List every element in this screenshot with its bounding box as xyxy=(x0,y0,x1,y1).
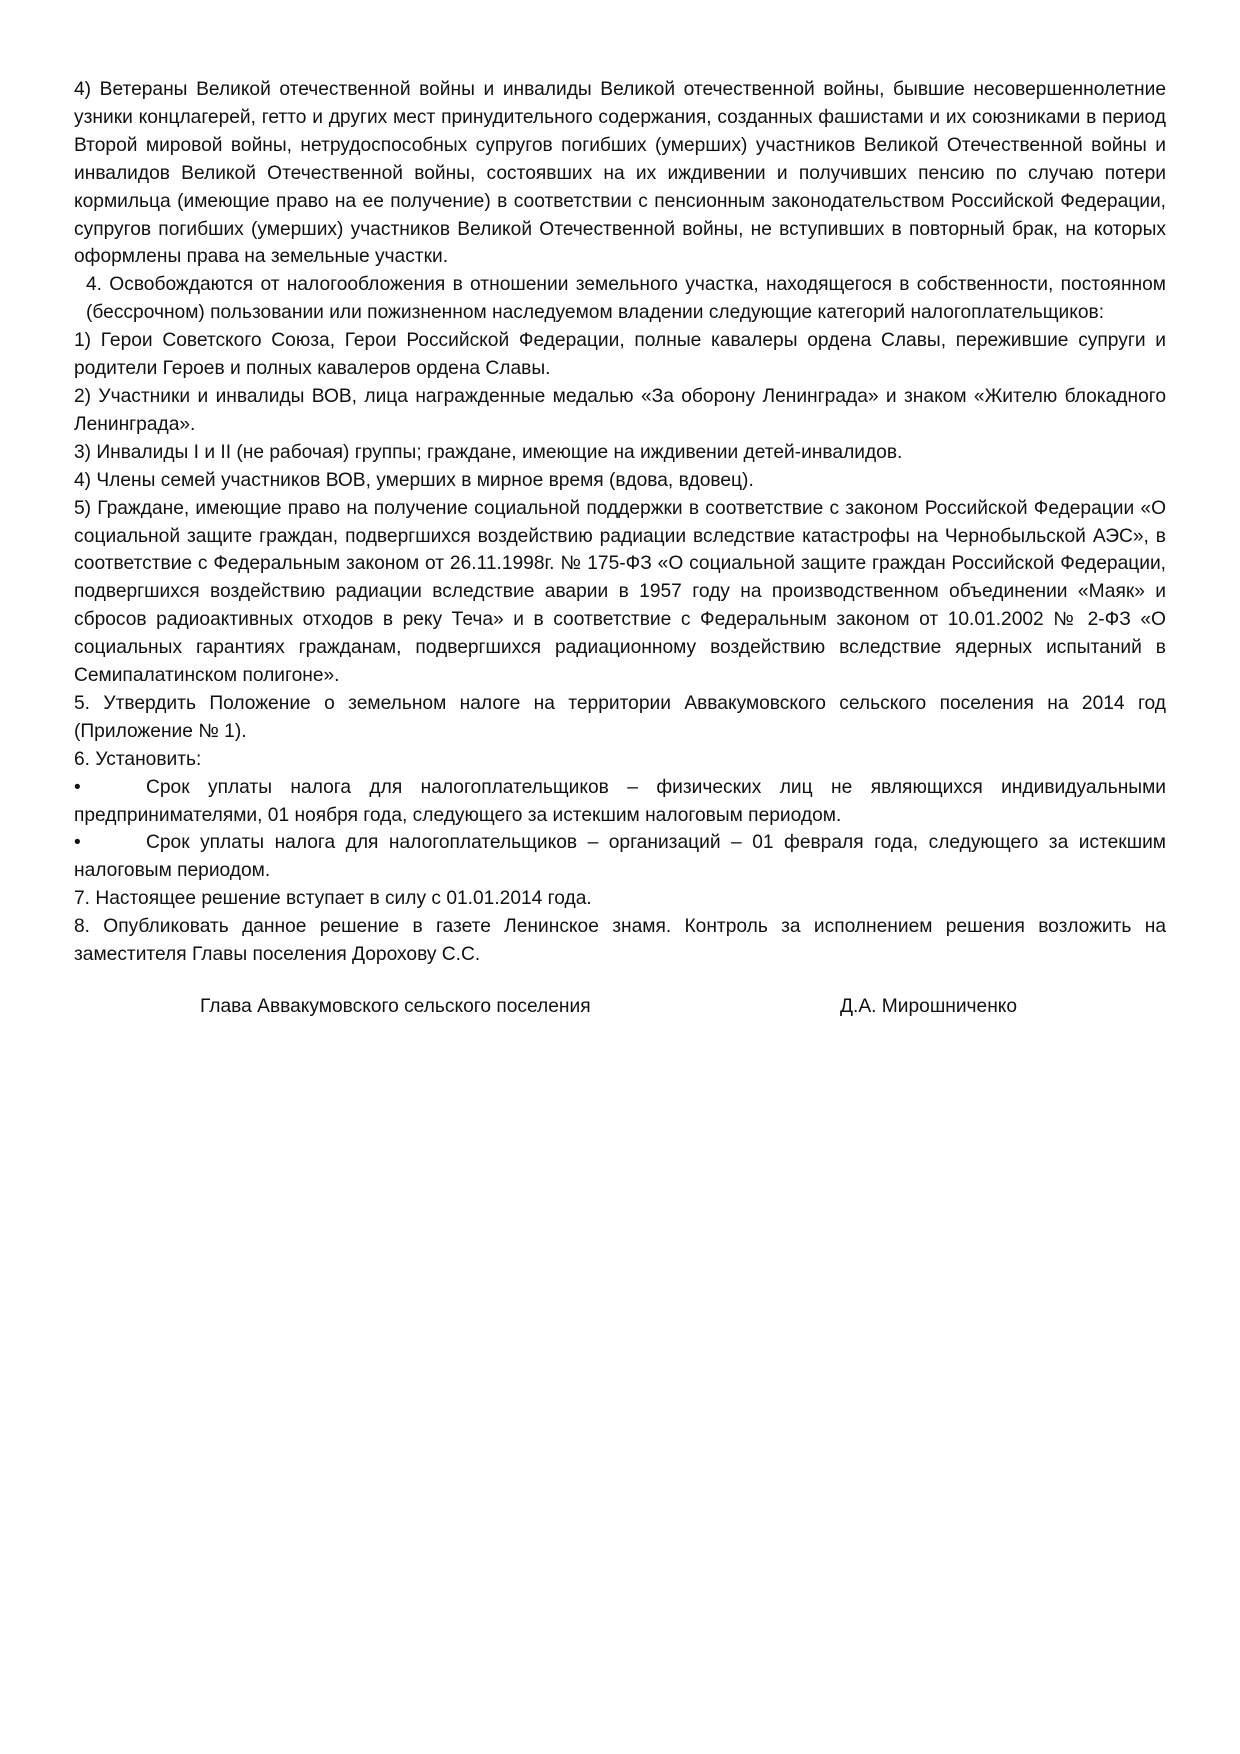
paragraph-section-5-approve: 5. Утвердить Положение о земельном налоге на территории Аввакумовского сельского поселения на 2014 год (Приложение № 1). xyxy=(74,692,1166,742)
document-page xyxy=(74,76,1166,1021)
paragraph-veterans-category: 4) Ветераны Великой отечественной войны и инвалиды Великой отечественной войны, бывшие несовершеннолетние узники концлагерей, гетто и других мест принудительного содержания, созданных фашистами и их союзниками в период Второй мировой войны, нетрудоспособных супругов погибших (умерших) участников Великой Отечественной войны и инвалидов Великой Отечественной войны, состоявших на их иждивении и получивших пенсию по случаю потери кормильца (имеющие право на ее получение) в соответствии с пенсионным законодательством Российской Федерации, супругов погибших (умерших) участников Великой Отечественной войны, не вступивших в повторный брак, на которых оформлены права на земельные участки. xyxy=(74,79,1166,268)
bullet-text: Срок уплаты налога для налогоплательщиков – физических лиц не являющихся индивидуальными предпринимателями, 01 ноября года, следующего за истекшим налоговым периодом. xyxy=(74,776,1166,826)
bullet-text: Срок уплаты налога для налогоплательщиков – организаций – 01 февраля года, следующего за истекшим налоговым периодом. xyxy=(74,832,1166,882)
paragraph-exempt-radiation-victims: 5) Граждане, имеющие право на получение социальной поддержки в соответствие с законом Российской Федерации «О социальной защите граждан, подвергшихся воздействию радиации вследствие катастрофы на Чернобыльской АЭС», в соответствие с Федеральным законом от 26.11.1998г. № 175-ФЗ «О социальной защите граждан Российской Федерации, подвергшихся воздействию радиации вследствие аварии в 1957 году на производственном объединении «Маяк» и сбросов радиоактивных отходов в реку Теча» и в соответствие с Федеральным законом от 10.01.2002 № 2-ФЗ «О социальных гарантиях гражданам, подвергшихся радиационному воздействию вследствие ядерных испытаний в Семипалатинском полигоне». xyxy=(74,497,1166,687)
signature-title: Глава Аввакумовского сельского поселения xyxy=(200,996,591,1017)
paragraph-exempt-heroes: 1) Герои Советского Союза, Герои Российской Федерации, полные кавалеры ордена Славы, пережившие супруги и родители Героев и полных кавалеров ордена Славы. xyxy=(74,330,1166,380)
paragraph-section-8-publish: 8. Опубликовать данное решение в газете Ленинское знамя. Контроль за исполнением решения возложить на заместителя Главы поселения Дорохову С.С. xyxy=(74,916,1166,966)
bullet-item-individuals-deadline xyxy=(74,774,1166,830)
bullet-item-organizations-deadline xyxy=(74,829,1166,885)
paragraph-section-4-exemptions: 4. Освобождаются от налогообложения в отношении земельного участка, находящегося в собственности, постоянном (бессрочном) пользовании или пожизненном наследуемом владении следующие категорий налогоплательщиков: xyxy=(86,274,1166,324)
paragraph-exempt-wwii-participants: 2) Участники и инвалиды ВОВ, лица награжденные медалью «За оборону Ленинграда» и знаком «Жителю блокадного Ленинграда». xyxy=(74,385,1166,435)
bullet-icon: • xyxy=(74,832,81,854)
paragraph-section-7-effective-date: 7. Настоящее решение вступает в силу с 01.01.2014 года. xyxy=(74,888,592,910)
bullet-icon: • xyxy=(74,776,81,798)
signature-name: Д.А. Мирошниченко xyxy=(840,996,1018,1017)
paragraph-section-6-establish: 6. Установить: xyxy=(74,748,202,770)
signature-block xyxy=(74,993,1166,1021)
paragraph-exempt-family-members: 4) Члены семей участников ВОВ, умерших в мирное время (вдова, вдовец). xyxy=(74,469,754,491)
paragraph-exempt-disabled: 3) Инвалиды I и II (не рабочая) группы; граждане, имеющие на иждивении детей-инвалидов. xyxy=(74,441,903,463)
